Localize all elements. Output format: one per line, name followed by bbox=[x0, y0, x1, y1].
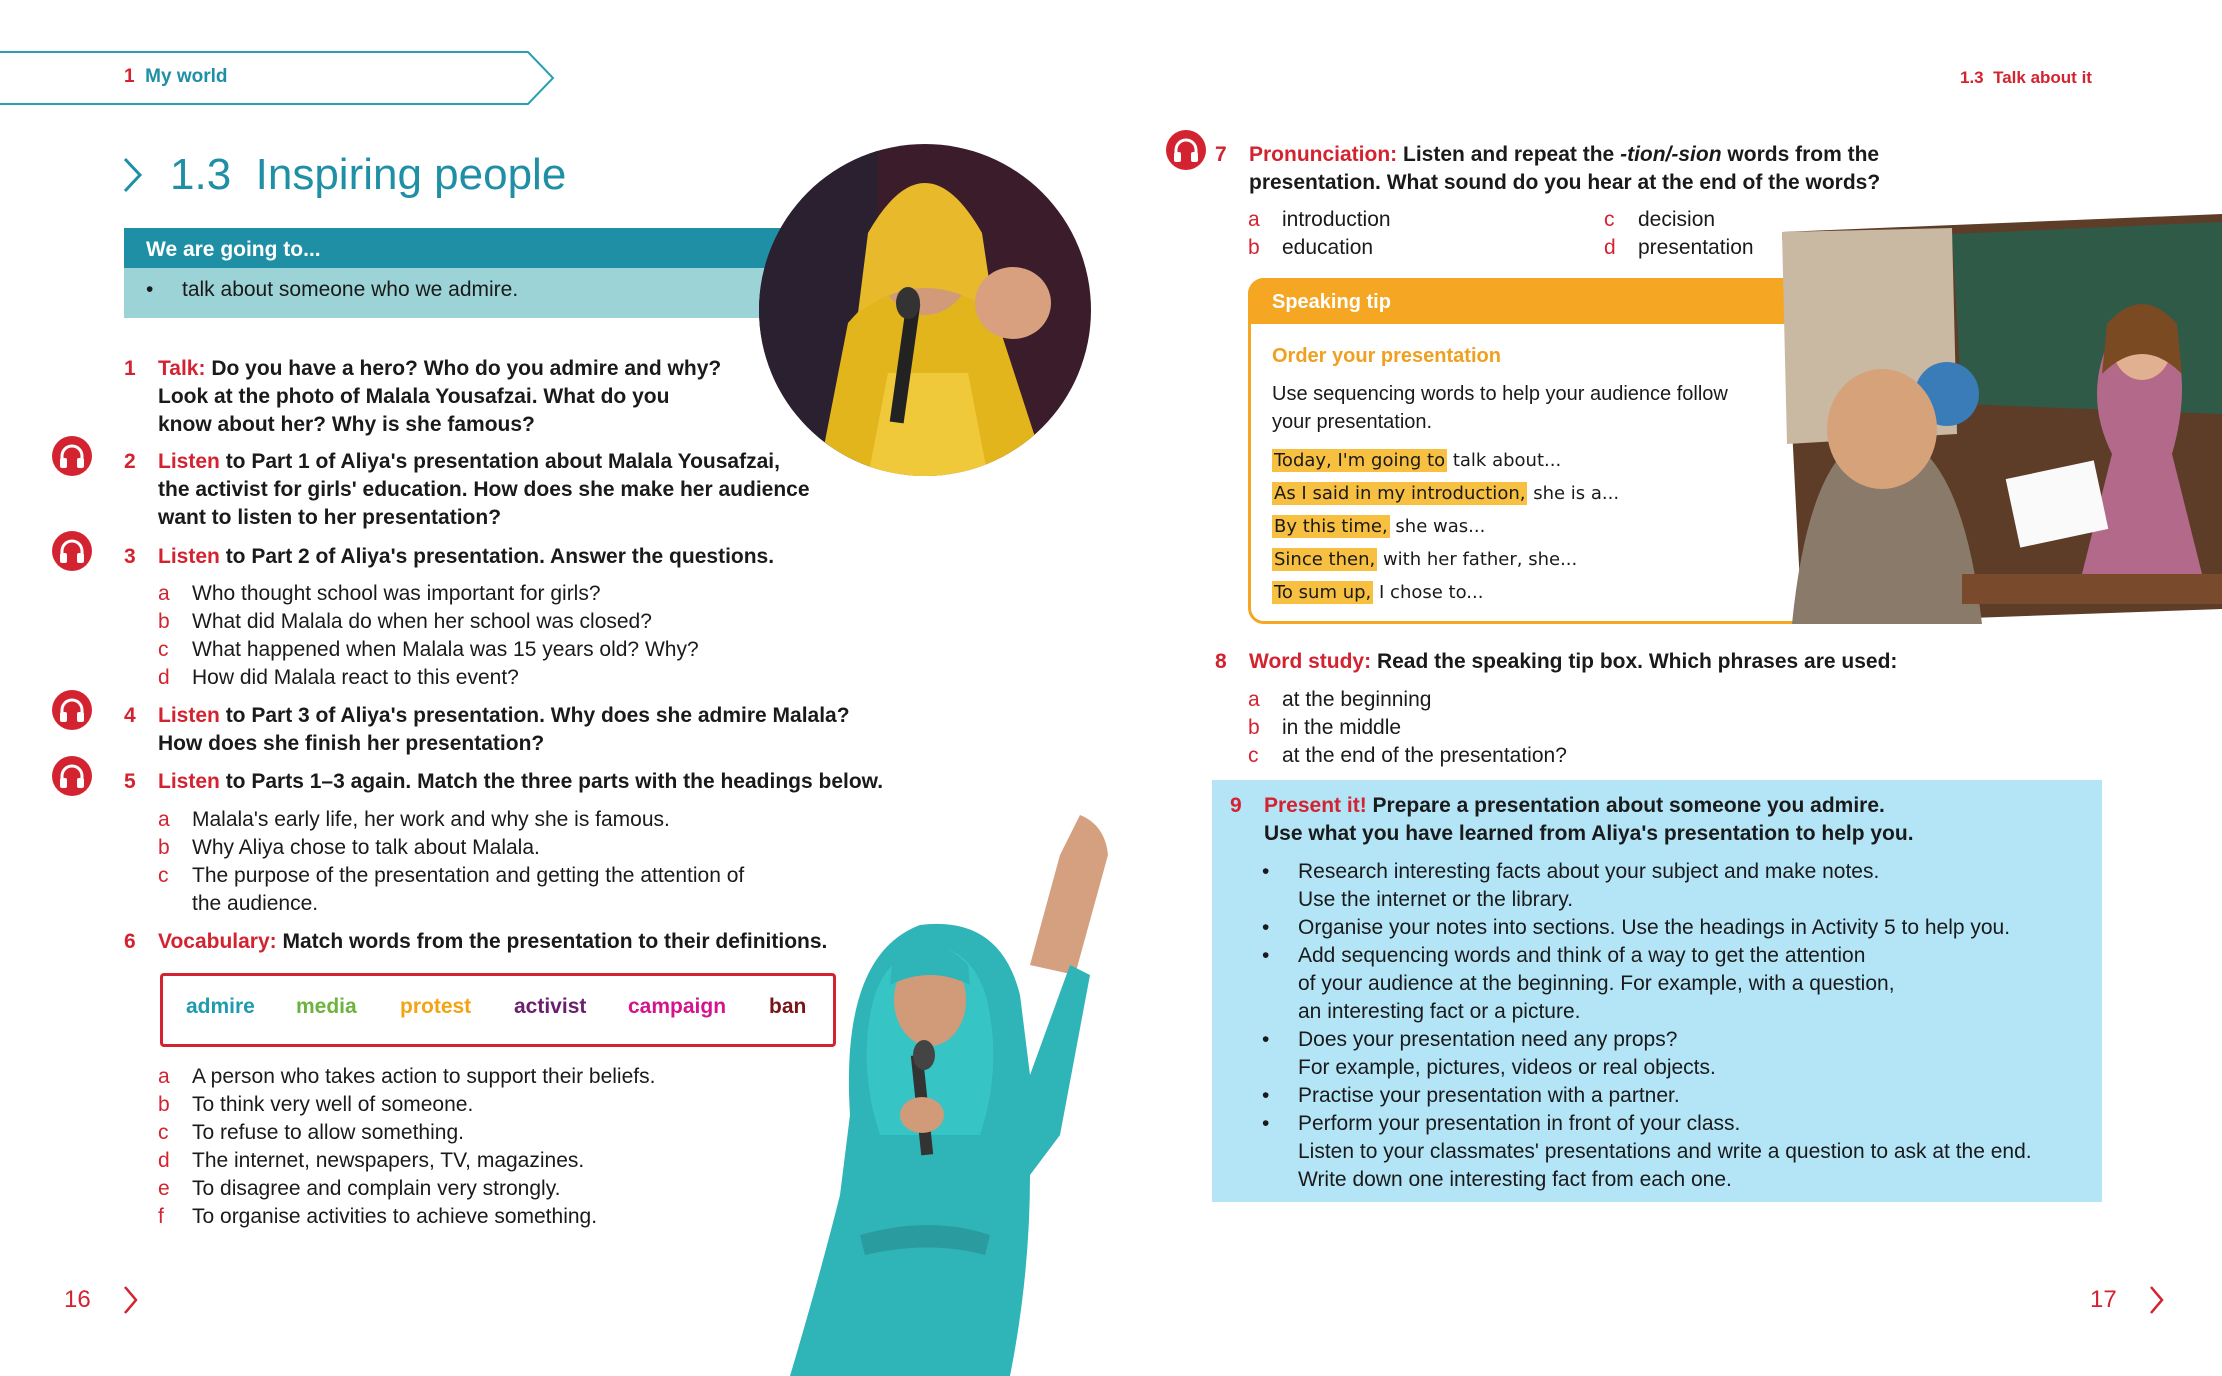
vocab-word-ban: ban bbox=[769, 995, 807, 1018]
lesson-title: 1.3 Inspiring people bbox=[170, 150, 567, 199]
malala-speaking-photo bbox=[730, 815, 1120, 1376]
vocab-word-activist: activist bbox=[514, 995, 587, 1018]
headphones-icon[interactable] bbox=[1166, 130, 1206, 170]
goal-item: • talk about someone who we admire. bbox=[146, 278, 519, 301]
unit-header-label: 1 My world bbox=[124, 66, 228, 87]
page-number-left: 16 bbox=[64, 1286, 91, 1313]
chevron-right-icon[interactable] bbox=[2148, 1284, 2166, 1316]
classroom-presentation-photo bbox=[1782, 214, 2222, 624]
section-header-label: 1.3 Talk about it bbox=[1960, 68, 2092, 87]
vocab-word-media: media bbox=[296, 995, 357, 1018]
speaking-tip-title: Speaking tip bbox=[1272, 291, 1391, 313]
headphones-icon[interactable] bbox=[52, 756, 92, 796]
chevron-right-icon[interactable] bbox=[122, 1284, 140, 1316]
speaking-tip-phrase: Since then, with her father, she... bbox=[1274, 549, 1578, 570]
speaking-tip-phrase: As I said in my introduction, she is a... bbox=[1274, 483, 1620, 504]
goal-box-heading: We are going to... bbox=[146, 238, 321, 261]
vocab-word-protest: protest bbox=[400, 995, 472, 1018]
vocab-word-campaign: campaign bbox=[628, 995, 727, 1018]
speaking-tip-subtitle: Order your presentation bbox=[1272, 345, 1501, 367]
chevron-right-icon bbox=[122, 156, 144, 194]
speaking-tip-phrase: To sum up, I chose to... bbox=[1274, 582, 1484, 603]
vocab-word-admire: admire bbox=[186, 995, 255, 1018]
headphones-icon[interactable] bbox=[52, 531, 92, 571]
headphones-icon[interactable] bbox=[52, 436, 92, 476]
speaking-tip-phrase: By this time, she was... bbox=[1274, 516, 1486, 537]
headphones-icon[interactable] bbox=[52, 690, 92, 730]
unit-header-tab bbox=[0, 50, 560, 106]
speaking-tip-phrase: Today, I'm going to talk about... bbox=[1274, 450, 1562, 471]
page-number-right: 17 bbox=[2090, 1286, 2117, 1313]
speaking-tip-intro: Use sequencing words to help your audience follow your presentation. bbox=[1272, 383, 1728, 433]
